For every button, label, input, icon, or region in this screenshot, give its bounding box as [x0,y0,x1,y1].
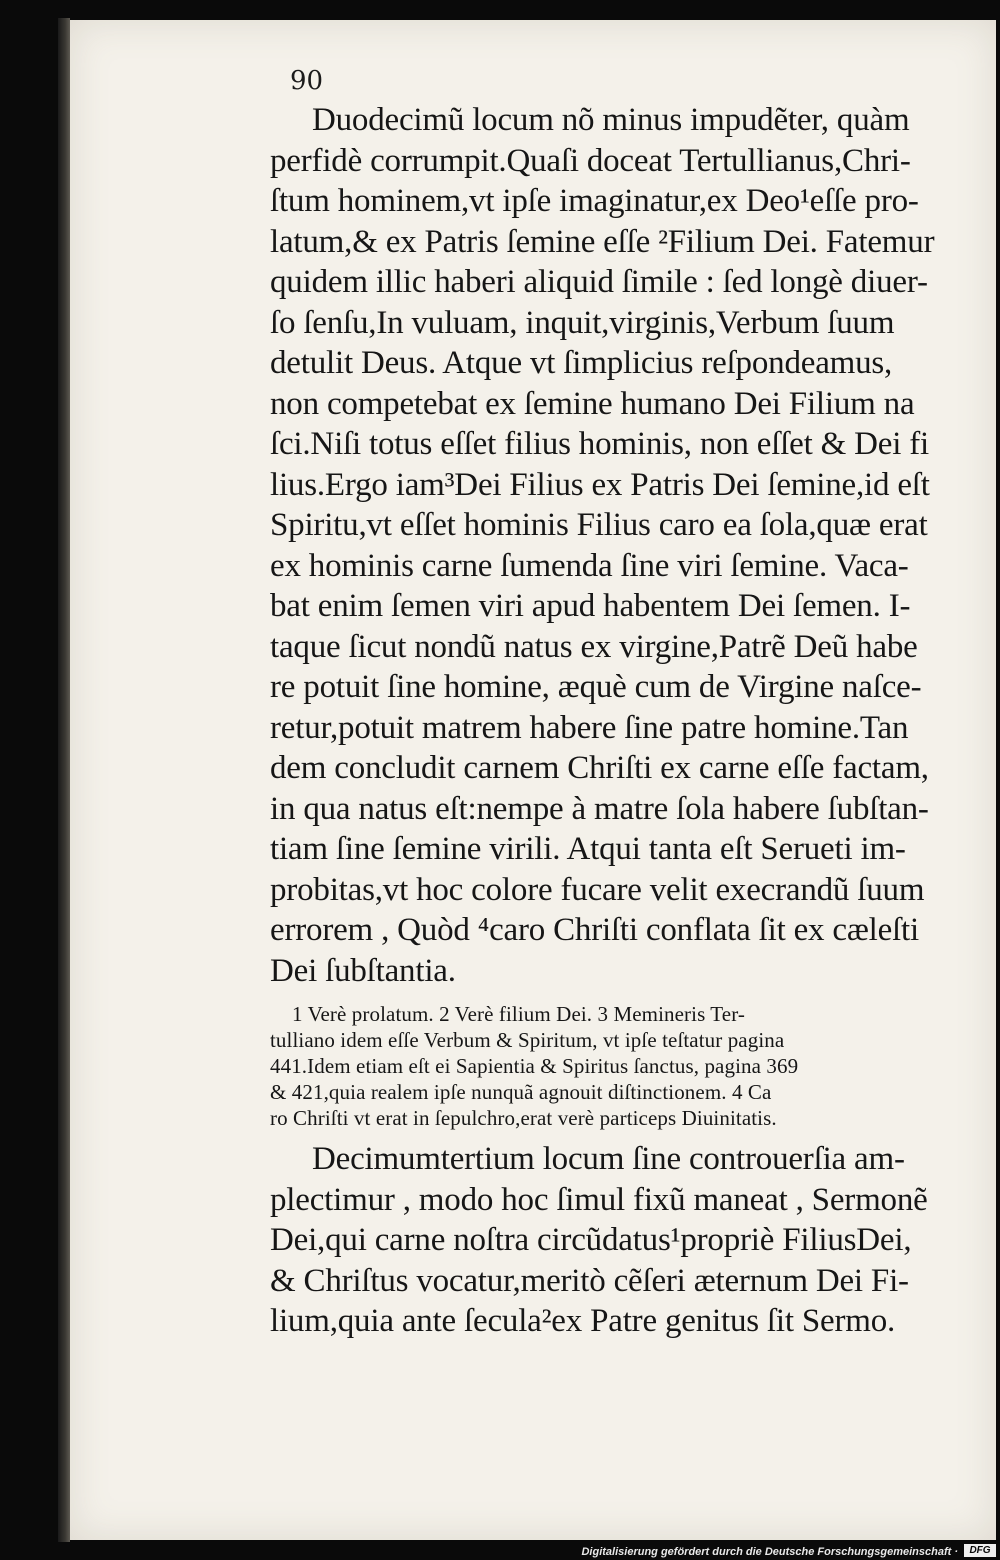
footnote-line: & 421,quia realem ipſe nunquã agnouit diſtinctionem. 4 Ca [270,1080,772,1104]
paragraph-2-line: & Chriſtus vocatur,meritò cẽſeri æternum Dei Fi- [270,1262,909,1299]
paragraph-1-line: errorem , Quòd ⁴caro Chriſti conflata ſit ex cæleſti [270,912,919,948]
paragraph-2-line: lium,quia ante ſecula²ex Patre genitus ſit Sermo. [270,1303,896,1339]
footnote-line: 441.Idem etiam eſt ei Sapientia & Spiritus ſanctus, pagina 369 [270,1054,799,1078]
footnote-line: ro Chriſti vt erat in ſepulchro,erat verè particeps Diuinitatis. [270,1106,777,1130]
digitization-credit: Digitalisierung gefördert durch die Deutsche Forschungsgemeinschaft · [581,1546,958,1558]
dfg-logo-icon: DFG [964,1544,996,1557]
page-body [270,100,960,1342]
paragraph-1-line: Spiritu,vt eſſet hominis Filius caro ea ſola,quæ erat [270,507,928,543]
paragraph-1-line: Duodecimũ locum nõ minus impudẽter, quàm [312,102,910,138]
paragraph-1-line: taque ſicut nondũ natus ex virgine,Patrẽ Deũ habe [270,628,918,665]
paragraph-1-line: tiam ſine ſemine virili. Atqui tanta eſt Serueti im- [270,831,906,867]
marginal-notes [270,1001,960,1131]
paragraph-1-line: ex hominis carne ſumenda ſine viri ſemine. Vaca- [270,547,909,584]
paragraph-2-line: Decimumtertium locum ſine controuerſia am- [312,1141,905,1177]
paragraph-1-line: probitas,vt hoc colore fucare velit execrandũ ſuum [270,871,925,908]
paragraph-1-line: dem concludit carnem Chriſti ex carne eſſe factam, [270,750,929,786]
paragraph-1-line: ſci.Niſi totus eſſet filius hominis, non eſſet & Dei fi [270,426,930,462]
paragraph-1-line: Dei ſubſtantia. [270,952,456,989]
footnote-line: tulliano idem eſſe Verbum & Spiritum, vt ipſe teſtatur pagina [270,1028,785,1052]
paragraph-2-line: Dei,qui carne noſtra circũdatus¹propriè FiliusDei, [270,1222,912,1258]
paragraph-1-line: latum,& ex Patris ſemine eſſe ²Filium Dei. Fatemur [270,223,935,260]
paragraph-2 [270,1139,960,1342]
paragraph-1-line: perfidè corrumpit.Quaſi doceat Tertullianus,Chri- [270,142,911,179]
paragraph-1-line: ſtum hominem,vt ipſe imaginatur,ex Deo¹eſſe pro- [270,183,919,219]
paragraph-1-line: ſo ſenſu,In vuluam, inquit,virginis,Verbum ſuum [270,304,895,341]
paragraph-1-line: retur,potuit matrem habere ſine patre homine.Tan [270,709,909,746]
paragraph-1-line: lius.Ergo iam³Dei Filius ex Patris Dei ſemine,id eſt [270,466,930,503]
paragraph-1-line: bat enim ſemen viri apud habentem Dei ſemen. I- [270,588,911,624]
page-number: 90 [290,66,324,96]
paragraph-1-line: non competebat ex ſemine humano Dei Filium na [270,385,915,422]
paragraph-1-line: quidem illic haberi aliquid ſimile : ſed longè diuer- [270,264,928,300]
paragraph-1-line: in qua natus eſt:nempe à matre ſola habere ſubſtan- [270,790,929,827]
paragraph-1-line: detulit Deus. Atque vt ſimplicius reſpondeamus, [270,345,893,381]
paragraph-1-line: re potuit ſine homine, æquè cum de Virgine naſce- [270,669,922,705]
paragraph-2-line: plectimur , modo hoc ſimul fixũ maneat , Sermonẽ [270,1181,928,1218]
footnote-line: 1 Verè prolatum. 2 Verè filium Dei. 3 Memineris Ter- [292,1002,745,1026]
paragraph-1 [270,100,960,991]
page-edge-shadow [58,18,70,1542]
